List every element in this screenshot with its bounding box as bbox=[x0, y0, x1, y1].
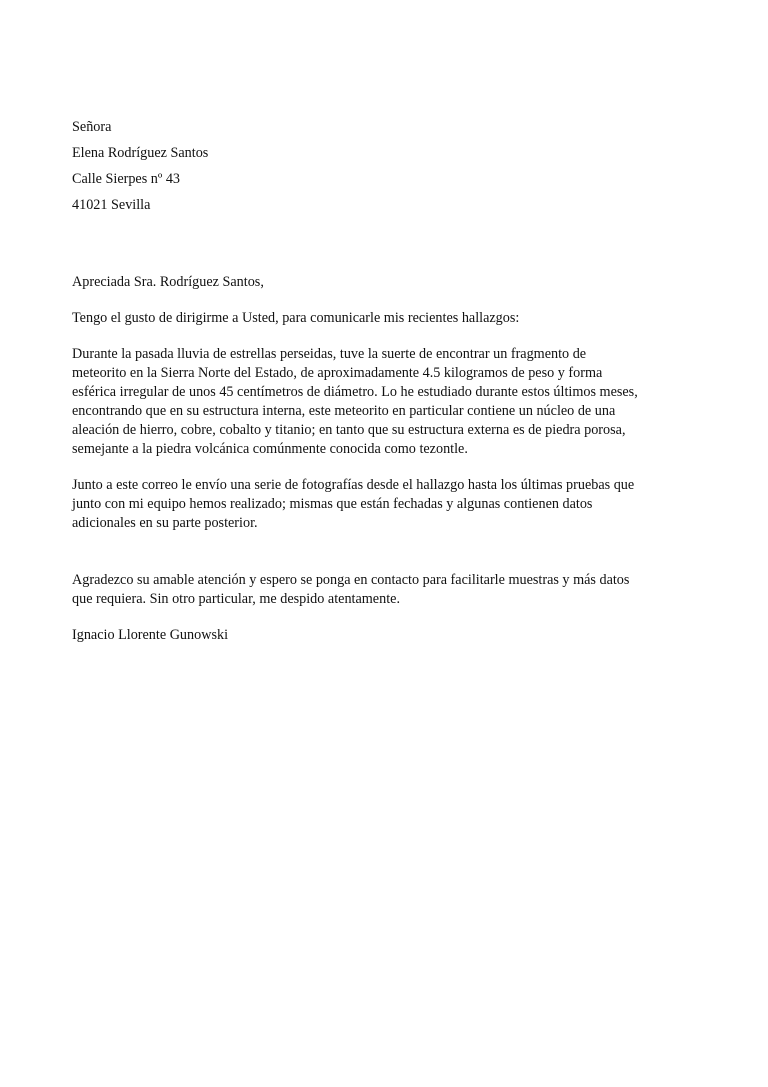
closing-line: que requiera. Sin otro particular, me despido atentamente. bbox=[72, 591, 400, 607]
body-paragraph-photos bbox=[72, 476, 702, 533]
body-line: esférica irregular de unos 45 centímetros de diámetro. Lo he estudiado durante estos últimos meses, bbox=[72, 384, 638, 400]
body-line: Durante la pasada lluvia de estrellas perseidas, tuve la suerte de encontrar un fragmento de bbox=[72, 346, 587, 362]
intro-paragraph: Tengo el gusto de dirigirme a Usted, para comunicarle mis recientes hallazgos: bbox=[72, 310, 520, 326]
closing-paragraph bbox=[72, 571, 702, 609]
body-line: semejante a la piedra volcánica comúnmente conocida como tezontle. bbox=[72, 441, 468, 457]
body-line: junto con mi equipo hemos realizado; mismas que están fechadas y algunas contienen datos bbox=[72, 496, 593, 512]
body-line: adicionales en su parte posterior. bbox=[72, 515, 258, 531]
recipient-street: Calle Sierpes nº 43 bbox=[72, 171, 181, 187]
recipient-city: 41021 Sevilla bbox=[72, 197, 151, 213]
signature: Ignacio Llorente Gunowski bbox=[72, 627, 229, 643]
body-paragraph-discovery bbox=[72, 345, 702, 459]
recipient-address bbox=[72, 118, 702, 215]
body-line: meteorito en la Sierra Norte del Estado, de aproximadamente 4.5 kilogramos de peso y forma bbox=[72, 365, 603, 381]
letter-content bbox=[72, 118, 702, 645]
closing-line: Agradezco su amable atención y espero se ponga en contacto para facilitarle muestras y más datos bbox=[72, 572, 630, 588]
recipient-title: Señora bbox=[72, 119, 112, 135]
body-line: aleación de hierro, cobre, cobalto y titanio; en tanto que su estructura externa es de piedra porosa, bbox=[72, 422, 626, 438]
body-line: encontrando que en su estructura interna, este meteorito en particular contiene un núcleo de una bbox=[72, 403, 616, 419]
recipient-name: Elena Rodríguez Santos bbox=[72, 145, 209, 161]
salutation: Apreciada Sra. Rodríguez Santos, bbox=[72, 274, 264, 290]
body-line: Junto a este correo le envío una serie de fotografías desde el hallazgo hasta los últimas pruebas que bbox=[72, 477, 635, 493]
